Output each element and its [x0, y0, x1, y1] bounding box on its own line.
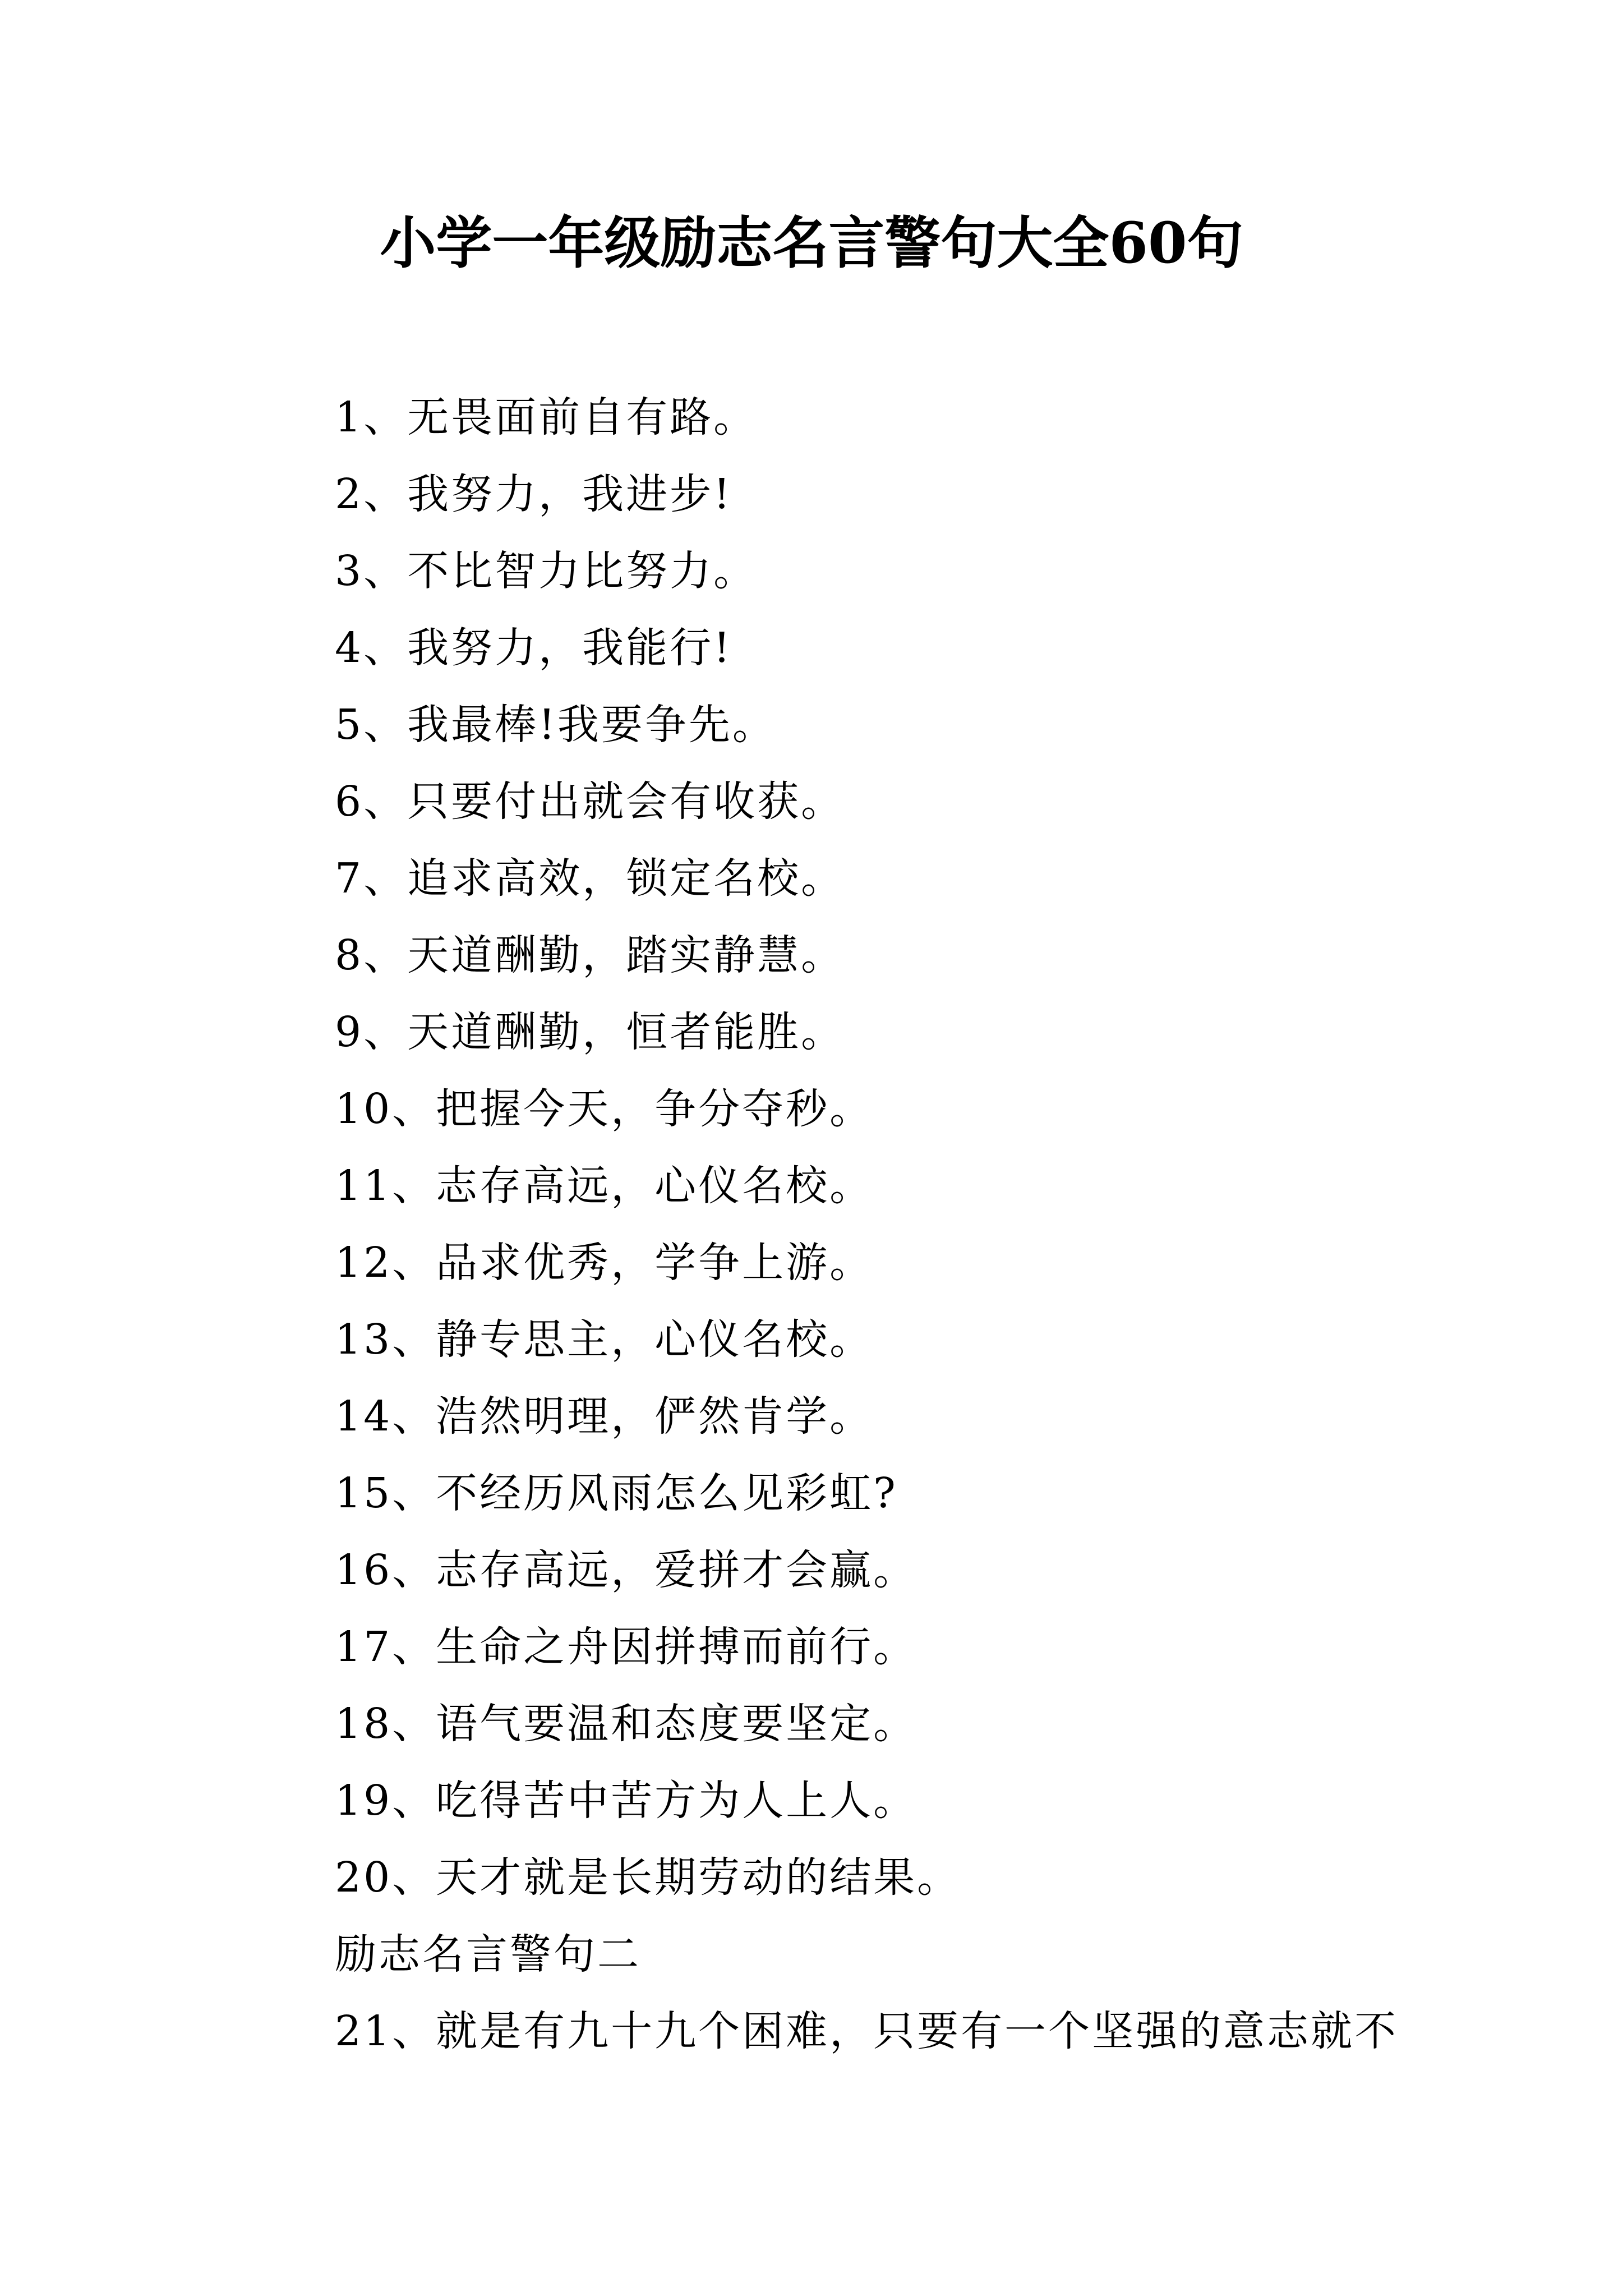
quote-line: 13、静专思主，心仪名校。 — [335, 1315, 874, 1364]
quote-line: 9、天道酬勤，恒者能胜。 — [335, 1008, 845, 1056]
quote-line: 10、把握今天，争分夺秒。 — [335, 1085, 874, 1133]
quote-line: 20、天才就是长期劳动的结果。 — [335, 1853, 961, 1902]
quote-line: 16、志存高远，爱拼才会赢。 — [335, 1546, 917, 1594]
quote-line: 3、不比智力比努力。 — [335, 547, 758, 595]
quote-line: 2、我努力，我进步! — [335, 470, 732, 518]
quote-line: 14、浩然明理，俨然肯学。 — [335, 1392, 874, 1441]
quote-line: 19、吃得苦中苦方为人上人。 — [335, 1777, 917, 1825]
quote-line: 15、不经历风雨怎么见彩虹? — [335, 1469, 898, 1517]
quote-line: 5、我最棒!我要争先。 — [335, 701, 776, 749]
quote-line: 1、无畏面前自有路。 — [335, 393, 758, 441]
quote-line: 11、志存高远，心仪名校。 — [335, 1162, 874, 1210]
quote-line: 4、我努力，我能行! — [335, 624, 732, 672]
quote-line: 18、语气要温和态度要坚定。 — [335, 1700, 917, 1748]
quote-line: 8、天道酬勤，踏实静慧。 — [335, 931, 845, 979]
quote-list — [335, 379, 1456, 2070]
document-title: 小学一年级励志名言警句大全60句 — [380, 210, 1243, 276]
section-heading: 励志名言警句二 — [335, 1930, 641, 1978]
quote-line: 7、追求高效，锁定名校。 — [335, 854, 845, 903]
quote-line: 6、只要付出就会有收获。 — [335, 777, 845, 826]
quote-line: 17、生命之舟因拼搏而前行。 — [335, 1623, 917, 1671]
quote-line: 21、就是有九十九个困难，只要有一个坚强的意志就不 — [335, 2007, 1399, 2055]
quote-line: 12、品求优秀，学争上游。 — [335, 1239, 874, 1287]
